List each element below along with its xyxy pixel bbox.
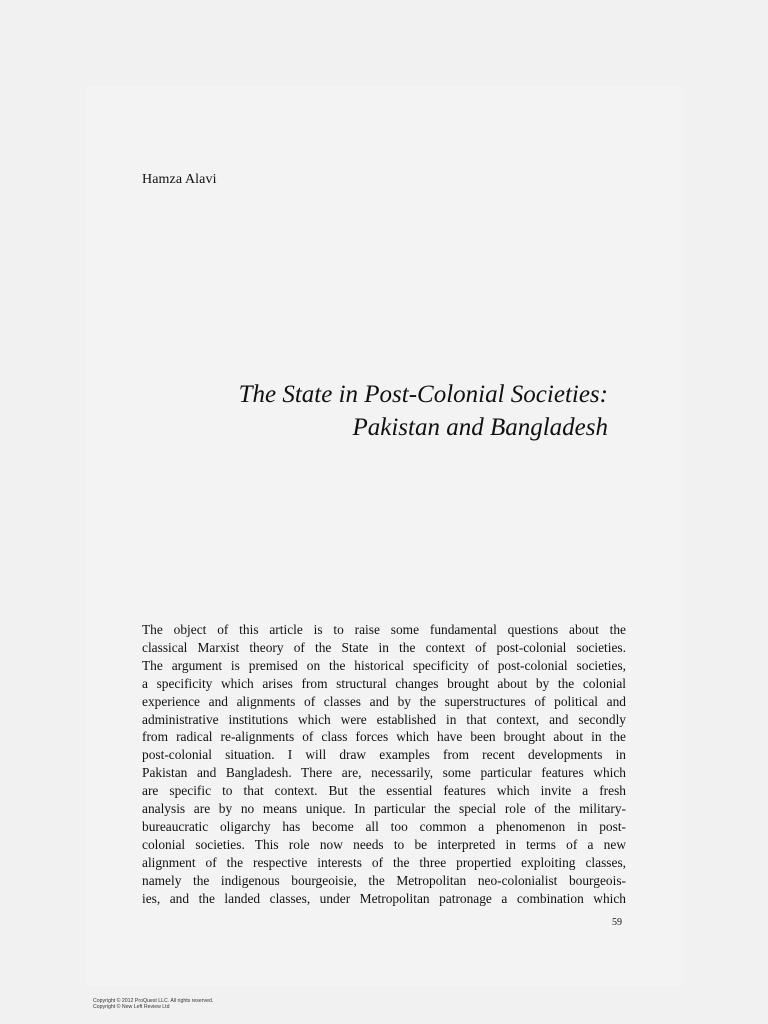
body-line: Pakistan and Bangladesh. There are, necessarily, some particular features which [142,765,626,781]
title-line-2: Pakistan and Bangladesh [352,414,608,441]
body-line: a specificity which arises from structural changes brought about by the colonial [142,675,626,691]
body-line: administrative institutions which were established in that context, and secondly [142,711,626,727]
copyright-notice [93,998,213,1011]
body-line: ies, and the landed classes, under Metropolitan patronage a combination which [142,890,626,906]
body-line: alignment of the respective interests of the three propertied exploiting classes, [142,854,626,870]
body-line: bureaucratic oligarchy has become all too common a phenomenon in post- [142,818,626,834]
author-name: Hamza Alavi [142,172,217,187]
body-line: colonial societies. This role now needs to be interpreted in terms of a new [142,836,626,852]
body-line: experience and alignments of classes and by the superstructures of political and [142,693,626,709]
page-number: 59 [612,917,622,928]
body-line: namely the indigenous bourgeoisie, the Metropolitan neo-colonialist bourgeois- [142,872,626,888]
body-line: The object of this article is to raise some fundamental questions about the [142,622,626,637]
body-line: from radical re-alignments of class forces which have been brought about in the [142,729,626,745]
article-title [239,378,608,444]
title-line-1: The State in Post-Colonial Societies: [238,381,608,408]
body-line: The argument is premised on the historical specificity of post-colonial societies, [142,657,626,673]
copyright-line-2: Copyright © New Left Review Ltd [93,1004,170,1011]
body-line: classical Marxist theory of the State in the context of post-colonial societies. [142,639,626,655]
body-line: analysis are by no means unique. In particular the special role of the military- [142,801,626,817]
copyright-line-1: Copyright © 2012 ProQuest LLC. All rights reserved. [93,998,214,1004]
body-line: are specific to that context. But the essential features which invite a fresh [142,783,626,799]
body-line: post-colonial situation. I will draw examples from recent developments in [142,747,626,763]
body-paragraph [142,621,626,908]
